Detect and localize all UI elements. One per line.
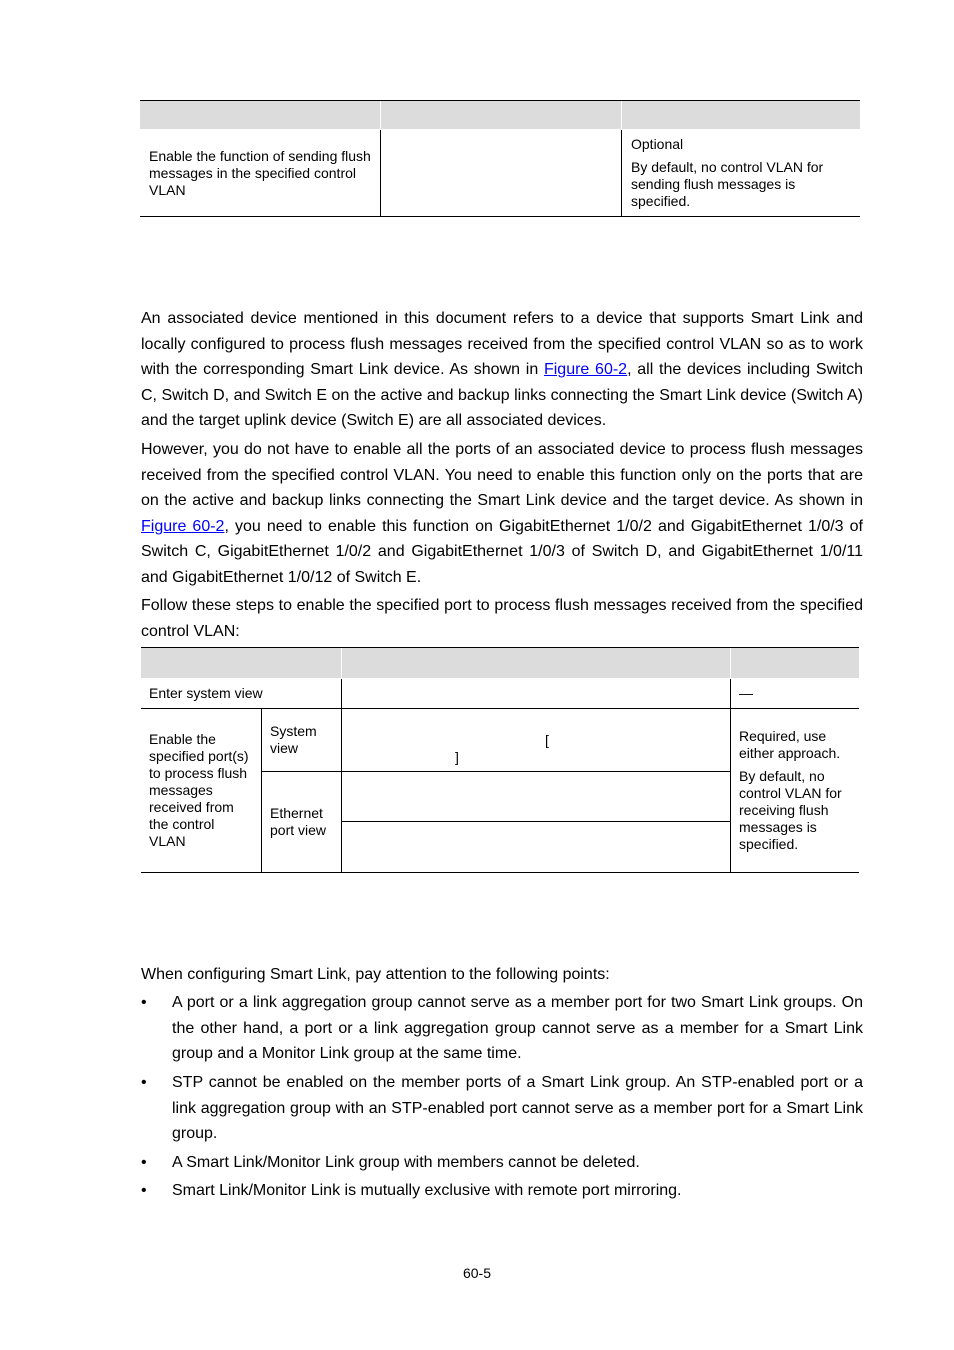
remarks-cell xyxy=(622,130,861,217)
list-item-text: STP cannot be enabled on the member ports of a Smart Link group. An STP-enabled port or a link aggregation group with an STP-enabled port cannot serve as a member port for a Smart Link group. xyxy=(172,1074,863,1142)
table-row xyxy=(140,130,860,217)
list-item-text: A Smart Link/Monitor Link group with members cannot be deleted. xyxy=(172,1154,640,1171)
remarks-line: By default, no control VLAN for sending flush messages is specified. xyxy=(631,159,824,209)
bracket-close: ] xyxy=(455,749,459,765)
command-cell xyxy=(342,709,731,772)
figure-link[interactable]: Figure 60-2 xyxy=(543,361,628,378)
remarks-cell: — xyxy=(731,679,860,709)
table-row xyxy=(141,679,859,709)
list-item xyxy=(141,990,863,1067)
command-cell xyxy=(342,822,731,873)
bullet-icon: • xyxy=(141,1182,147,1199)
table-header-cell xyxy=(141,648,342,679)
text-span: An associated device mentioned in this document refers to a device that supports Smart Link and locally configured to process flush messages received from the specified control VLAN so as to work with the corresponding Smart Link device. As shown in xyxy=(141,310,863,378)
table-send-flush xyxy=(140,100,860,217)
table-header-row xyxy=(140,101,860,130)
list-item xyxy=(141,1070,863,1147)
operation-cell: Enable the specified port(s) to process flush messages received from the control VLAN xyxy=(141,709,262,873)
remarks-line: Required, use either approach. xyxy=(739,728,841,761)
table-header-cell xyxy=(342,648,731,679)
paragraph-steps-intro: Follow these steps to enable the specified port to process flush messages received from the specified control VLAN: xyxy=(141,597,863,640)
page-number: 60-5 xyxy=(462,1265,492,1281)
remarks-line: Optional xyxy=(631,136,684,152)
operation-cell: Enable the function of sending flush messages in the specified control VLAN xyxy=(140,130,381,217)
table-row xyxy=(141,709,859,772)
bullet-icon: • xyxy=(141,1074,147,1091)
paragraph-ports xyxy=(141,437,863,590)
bullet-icon: • xyxy=(141,1154,147,1171)
list-item xyxy=(141,1150,863,1176)
remarks-line: By default, no control VLAN for receiving flush messages is specified. xyxy=(739,768,842,852)
list-item-text: Smart Link/Monitor Link is mutually exclusive with remote port mirroring. xyxy=(172,1182,682,1199)
command-cell xyxy=(342,679,731,709)
table-header-cell xyxy=(381,101,622,130)
paragraph-associated-device xyxy=(141,306,863,434)
list-item-text: A port or a link aggregation group cannot serve as a member port for two Smart Link groups. On the other hand, a port or a link aggregation group cannot serve as a member for a Smart Link group and a Monitor Link group at the same time. xyxy=(172,994,863,1062)
table-receive-flush xyxy=(141,647,859,873)
bullet-icon: • xyxy=(141,994,147,1011)
figure-link[interactable]: Figure 60-2 xyxy=(141,517,225,535)
table-header-cell xyxy=(622,101,861,130)
text-span: , you need to enable this function on GigabitEthernet 1/0/2 and GigabitEthernet 1/0/3 of Switch C, GigabitEthernet 1/0/2 and GigabitEthernet 1/0/3 of Switch D, and GigabitEthernet 1/0/11 and GigabitEthernet 1/0/12 of Switch E. xyxy=(141,517,863,586)
bracket-open: [ xyxy=(545,732,549,748)
list-item xyxy=(141,1178,863,1204)
table-header-cell xyxy=(731,648,860,679)
view-cell: System view xyxy=(262,709,342,772)
command-cell xyxy=(381,130,622,217)
table-header-row xyxy=(141,648,859,679)
notes-intro: When configuring Smart Link, pay attention to the following points: xyxy=(141,966,610,983)
view-cell: Ethernet port view xyxy=(262,772,342,873)
text-span: However, you do not have to enable all the ports of an associated device to process flush messages received from the specified control VLAN. You need to enable this function only on the ports that are on the active and backup links connecting the Smart Link device and the target device. As shown in xyxy=(141,441,863,509)
text-span: , all the devices including Switch C, Switch D, and Switch E on the active and backup links connecting the Smart Link device (Switch A) and the target uplink device (Switch E) are all associated devices. xyxy=(141,361,864,429)
operation-cell: Enter system view xyxy=(141,679,342,709)
remarks-cell xyxy=(731,709,860,873)
command-cell xyxy=(342,772,731,822)
table-header-cell xyxy=(140,101,381,130)
